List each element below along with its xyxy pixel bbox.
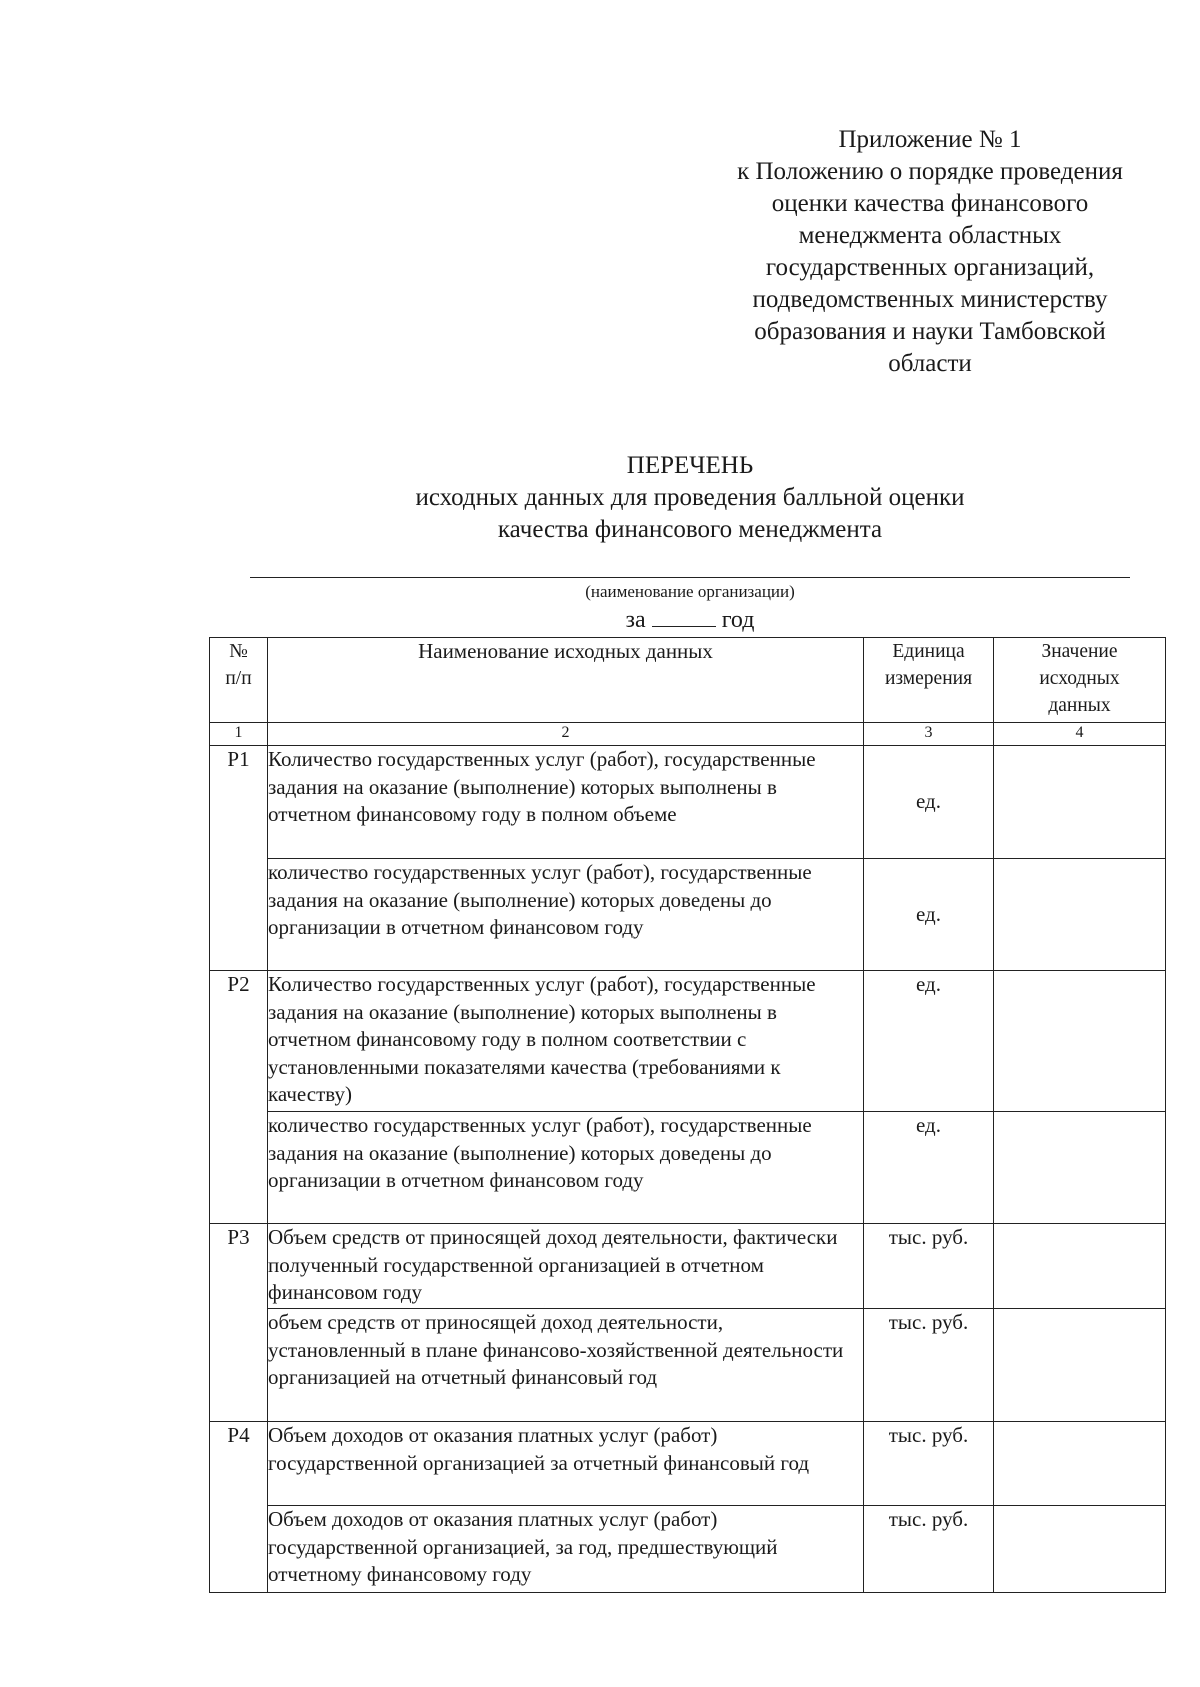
indicator-description: Объем доходов от оказания платных услуг (работ) государственной организацией, за год, предшествующий отчетному финансовому году bbox=[268, 1506, 864, 1593]
appendix-line: области bbox=[888, 350, 972, 377]
table-row bbox=[210, 1112, 1166, 1224]
column-number: 2 bbox=[268, 723, 864, 746]
header-value-line: исходных bbox=[1039, 668, 1120, 689]
indicator-value-cell[interactable] bbox=[994, 1224, 1166, 1309]
table-row bbox=[210, 1422, 1166, 1506]
header-number-line: п/п bbox=[225, 668, 252, 689]
indicator-unit: тыс. руб. bbox=[864, 1422, 994, 1506]
appendix-line: оценки качества финансового bbox=[771, 190, 1089, 217]
year-blank-field bbox=[652, 606, 716, 627]
table-row bbox=[210, 859, 1166, 971]
appendix-line: к Положению о порядке проведения bbox=[737, 158, 1123, 185]
indicator-code: Р4 bbox=[210, 1422, 268, 1593]
page-subtitle: исходных данных для проведения балльной оценки bbox=[415, 484, 965, 511]
header-value-line: данных bbox=[1048, 695, 1111, 716]
table-row bbox=[210, 1224, 1166, 1309]
indicator-unit: ед. bbox=[864, 859, 994, 971]
header-name: Наименование исходных данных bbox=[268, 638, 864, 723]
year-prefix: за bbox=[625, 607, 646, 633]
indicator-description: Объем средств от приносящей доход деятельности, фактически полученный государственной организацией в отчетном финансовом году bbox=[268, 1224, 864, 1309]
year-suffix: год bbox=[721, 607, 755, 633]
indicator-value-cell[interactable] bbox=[994, 1422, 1166, 1506]
indicator-description: Объем доходов от оказания платных услуг (работ) государственной организацией за отчетный финансовый год bbox=[268, 1422, 864, 1506]
indicator-unit: ед. bbox=[864, 971, 994, 1112]
indicator-unit: тыс. руб. bbox=[864, 1224, 994, 1309]
indicator-unit: тыс. руб. bbox=[864, 1309, 994, 1422]
header-number bbox=[210, 638, 268, 723]
indicator-description: количество государственных услуг (работ), государственные задания на оказание (выполнение) которых доведены до организации в отчетном финансовом году bbox=[268, 1112, 864, 1224]
header-unit bbox=[864, 638, 994, 723]
header-unit-line: измерения bbox=[884, 668, 973, 689]
appendix-line: Приложение № 1 bbox=[838, 126, 1022, 153]
column-number-row bbox=[210, 723, 1166, 746]
appendix-line: государственных организаций, bbox=[765, 254, 1095, 281]
document-title bbox=[250, 450, 1130, 546]
organization-name-line bbox=[250, 577, 1130, 578]
column-number: 3 bbox=[864, 723, 994, 746]
table-row bbox=[210, 746, 1166, 859]
table-row bbox=[210, 1309, 1166, 1422]
indicator-value-cell[interactable] bbox=[994, 1309, 1166, 1422]
indicator-unit: ед. bbox=[864, 1112, 994, 1224]
table-row bbox=[210, 1506, 1166, 1593]
indicator-value-cell[interactable] bbox=[994, 1506, 1166, 1593]
table-row bbox=[210, 971, 1166, 1112]
indicator-description: Количество государственных услуг (работ), государственные задания на оказание (выполнение) которых выполнены в отчетном финансовому году в полном соответствии с установленными показателями качества (требованиями к качеству) bbox=[268, 971, 864, 1112]
indicator-code: Р2 bbox=[210, 971, 268, 1224]
indicator-value-cell[interactable] bbox=[994, 746, 1166, 859]
header-value-line: Значение bbox=[1041, 641, 1118, 662]
indicator-value-cell[interactable] bbox=[994, 971, 1166, 1112]
indicator-description: объем средств от приносящей доход деятельности, установленный в плане финансово-хозяйственной деятельности организацией на отчетный финансовый год bbox=[268, 1309, 864, 1422]
header-number-line: № bbox=[229, 641, 248, 662]
reporting-year-line bbox=[250, 606, 1130, 633]
indicator-unit: ед. bbox=[864, 746, 994, 859]
indicator-value-cell[interactable] bbox=[994, 1112, 1166, 1224]
table-header-row bbox=[210, 638, 1166, 723]
organization-caption: (наименование организации) bbox=[585, 582, 795, 601]
indicator-value-cell[interactable] bbox=[994, 859, 1166, 971]
column-number: 4 bbox=[994, 723, 1166, 746]
page-title: ПЕРЕЧЕНЬ bbox=[626, 452, 754, 479]
header-value bbox=[994, 638, 1166, 723]
column-number: 1 bbox=[210, 723, 268, 746]
source-data-table bbox=[209, 637, 1166, 1593]
appendix-line: менеджмента областных bbox=[798, 222, 1062, 249]
indicator-code: Р1 bbox=[210, 746, 268, 971]
appendix-line: подведомственных министерству bbox=[752, 286, 1108, 313]
appendix-header bbox=[690, 124, 1170, 380]
indicator-description: Количество государственных услуг (работ), государственные задания на оказание (выполнение) которых выполнены в отчетном финансовому году в полном объеме bbox=[268, 746, 864, 859]
header-unit-line: Единица bbox=[892, 641, 965, 662]
page-subtitle: качества финансового менеджмента bbox=[497, 516, 883, 543]
indicator-unit: тыс. руб. bbox=[864, 1506, 994, 1593]
indicator-description: количество государственных услуг (работ), государственные задания на оказание (выполнение) которых доведены до организации в отчетном финансовом году bbox=[268, 859, 864, 971]
appendix-line: образования и науки Тамбовской bbox=[754, 318, 1106, 345]
indicator-code: Р3 bbox=[210, 1224, 268, 1422]
